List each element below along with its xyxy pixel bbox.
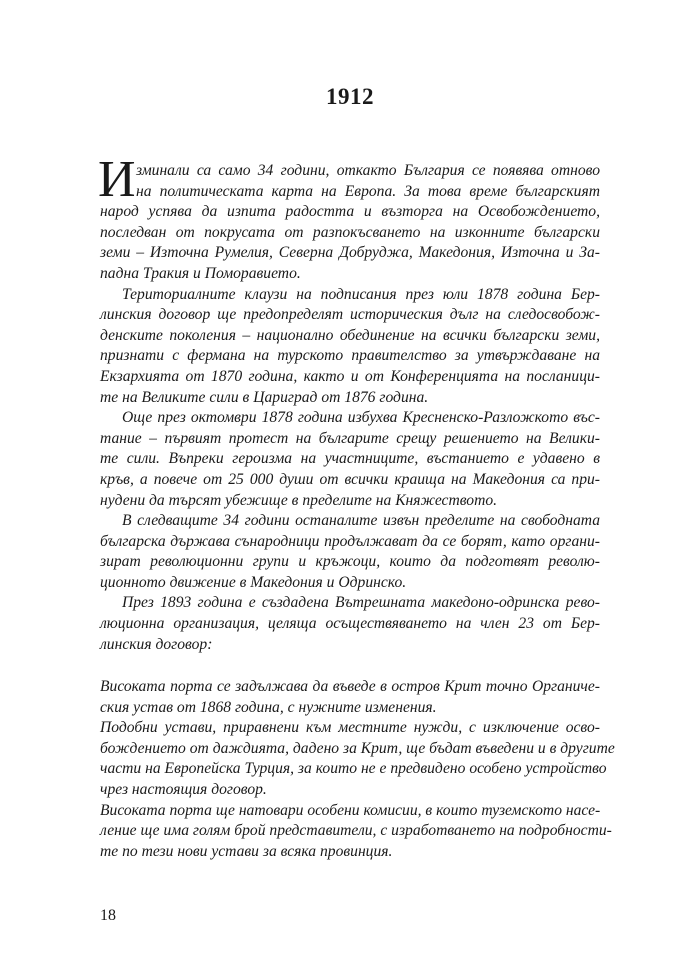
text-line: Още през октомври 1878 година избухва Кресненско-Разложкото въс- [122, 409, 600, 427]
quote-paragraph-2 [100, 718, 615, 800]
text-line: ление ще има голям брой представители, с изработването на подробности- [100, 822, 612, 840]
chapter-title: 1912 [326, 84, 374, 109]
text-line: падна Тракия и Поморавието. [100, 264, 301, 282]
body-text [98, 151, 600, 655]
text-line: ционното движение в Македония и Одринско. [100, 573, 407, 591]
text-line: линския договор ще предопределят историческия дълг на следосвобож- [100, 306, 600, 324]
text-line: части на Европейска Турция, за които не е предвидено особено устройство [100, 760, 607, 778]
paragraph-4 [100, 511, 600, 593]
text-line: те сили. Въпреки героизма на участниците, въстанието е удавено в [100, 450, 600, 468]
text-line: Екзархията от 1870 година, както и от Конференцията на посланици- [100, 367, 600, 385]
text-line: последван от покрусата от разпокъсването на изконните български [100, 223, 600, 241]
text-line: те на Великите сили в Цариград от 1876 година. [100, 388, 429, 406]
drop-cap: И [98, 151, 136, 208]
text-line: линския договор: [100, 635, 213, 653]
page-number: 18 [100, 907, 116, 924]
text-line: народ успява да изпита радостта и възторга на Освобождението, [100, 203, 600, 221]
quote-paragraph-1 [100, 677, 600, 718]
text-line: тание – първият протест на българите срещу решението на Велики- [100, 429, 600, 447]
text-line: Високата порта ще натовари особени комисии, в които туземското насе- [100, 801, 601, 819]
text-line: нудени да търсят убежище в пределите на Княжеството. [100, 491, 498, 509]
text-line: През 1893 година е създадена Вътрешната македоно-одринска рево- [122, 594, 600, 612]
text-line: българска държава сънародници продължават да се борят, като органи- [100, 532, 600, 550]
treaty-quote [100, 677, 615, 862]
text-line: на политическата карта на Европа. За това време българският [136, 182, 600, 200]
text-line: денските поколения – национално обединение на всички български земи, [100, 326, 600, 344]
text-line: Подобни устави, приравнени към местните нужди, с изключение осво- [100, 719, 600, 737]
text-line: Териториалните клаузи на подписания през юли 1878 година Бер- [122, 285, 600, 303]
text-line: чрез настоящия договор. [100, 780, 267, 798]
text-line: ския устав от 1868 година, с нужните изменения. [100, 698, 437, 716]
text-line: признати с фермана на турското правителство за утвърждаване на [100, 347, 600, 365]
text-line: зминали са само 34 години, откакто България се появява отново [136, 162, 600, 179]
paragraph-5 [100, 593, 600, 655]
text-line: люционна организация, целяща осъществяването на член 23 от Бер- [100, 615, 600, 633]
text-line: бождението от даждията, дадено за Крит, ще бъдат въведени и в другите [100, 739, 615, 757]
text-line: В следващите 34 години останалите извън пределите на свободната [122, 512, 600, 530]
text-line: кръв, а повече от 25 000 души от всички краища на Македония са при- [100, 470, 600, 488]
paragraph-3 [100, 408, 600, 511]
text-line: зират революционни групи и кръжоци, които да подготвят револю- [100, 553, 600, 571]
paragraph-1 [98, 151, 600, 285]
text-line: Високата порта се задължава да въведе в остров Крит точно Органиче- [100, 678, 600, 695]
text-line: те по тези нови устави за всяка провинция. [100, 842, 393, 860]
paragraph-2 [100, 285, 600, 409]
text-line: земи – Източна Румелия, Северна Добруджа, Македония, Източна и За- [100, 244, 600, 262]
quote-paragraph-3 [100, 801, 612, 863]
